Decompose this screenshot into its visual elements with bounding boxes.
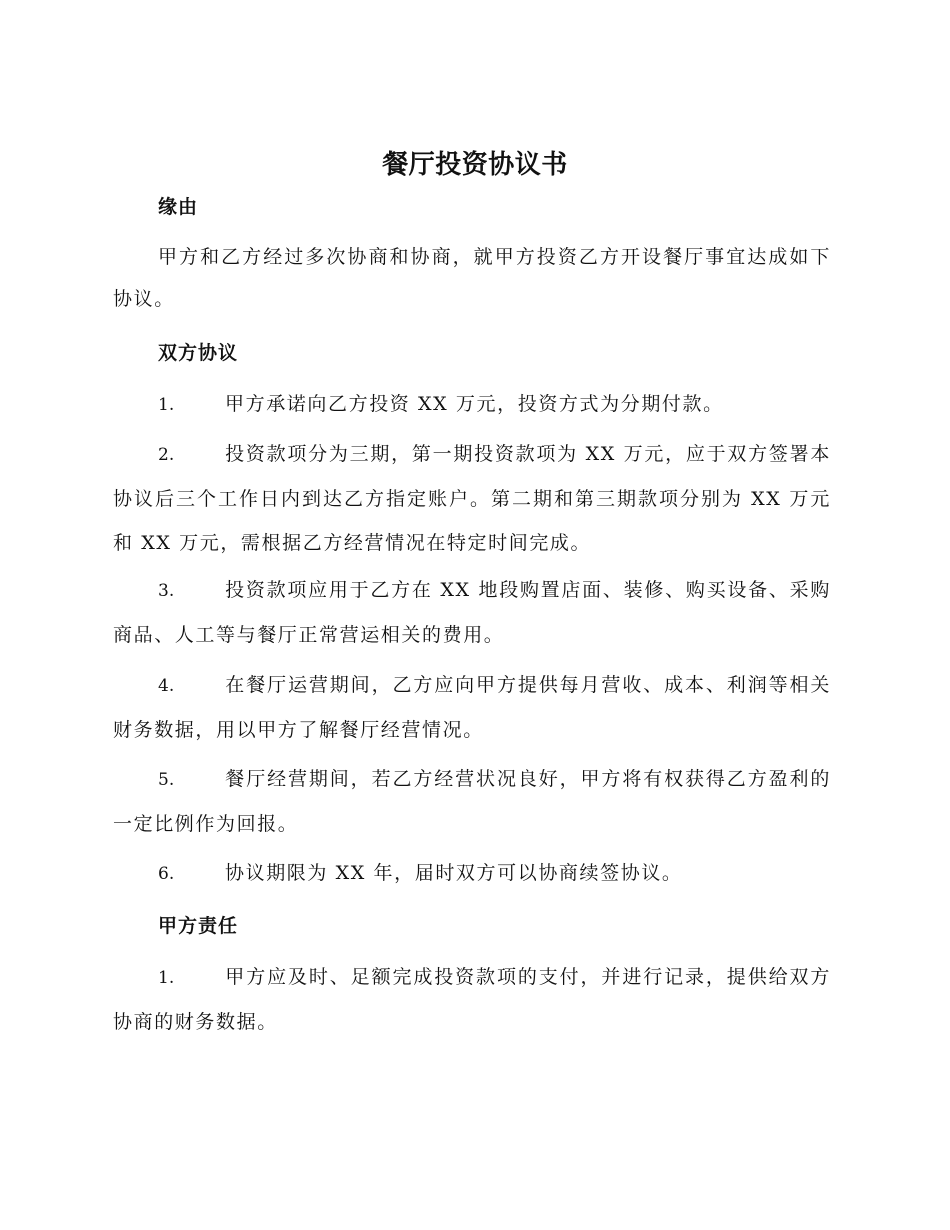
agreement-item: [113, 851, 831, 896]
section-heading-reason: 缘由: [158, 196, 199, 218]
section-heading-agreement: 双方协议: [158, 342, 239, 364]
item-text: 投资款项分为三期，第一期投资款项为 XX 万元，应于双方签署本协议后三个工作日内到达乙方指定账户。第二期和第三期款项分别为 XX 万元 和 XX 万元，需根据乙方经营情况在特定时间完成。: [113, 443, 831, 554]
item-number: 6.: [158, 864, 175, 884]
agreement-item: [113, 568, 831, 657]
item-number: 4.: [158, 676, 175, 696]
item-number: 5.: [158, 770, 175, 790]
item-number: 3.: [158, 581, 175, 601]
item-text: 甲方应及时、足额完成投资款项的支付，并进行记录，提供给双方协商的财务数据。: [113, 966, 831, 1033]
item-number: 1.: [158, 968, 175, 988]
agreement-item: [113, 382, 831, 427]
reason-paragraph: 甲方和乙方经过多次协商和协商，就甲方投资乙方开设餐厅事宜达成如下协议。: [113, 246, 831, 310]
document-title: 餐厅投资协议书: [382, 150, 568, 180]
agreement-item: [113, 757, 831, 846]
section-heading-party-a-duties: 甲方责任: [158, 915, 239, 937]
item-text: 餐厅经营期间，若乙方经营状况良好，甲方将有权获得乙方盈利的一定比例作为回报。: [113, 768, 831, 835]
item-number: 2.: [158, 445, 175, 465]
item-number: 1.: [158, 395, 175, 415]
duty-item: [113, 955, 831, 1044]
item-text: 甲方承诺向乙方投资 XX 万元，投资方式为分期付款。: [225, 393, 724, 415]
agreement-item: [113, 663, 831, 752]
item-text: 投资款项应用于乙方在 XX 地段购置店面、装修、购买设备、采购商品、人工等与餐厅正常营运相关的费用。: [113, 579, 831, 646]
agreement-item: [113, 432, 831, 565]
item-text: 在餐厅运营期间，乙方应向甲方提供每月营收、成本、利润等相关财务数据，用以甲方了解餐厅经营情况。: [113, 674, 831, 741]
item-text: 协议期限为 XX 年，届时双方可以协商续签协议。: [225, 862, 683, 884]
